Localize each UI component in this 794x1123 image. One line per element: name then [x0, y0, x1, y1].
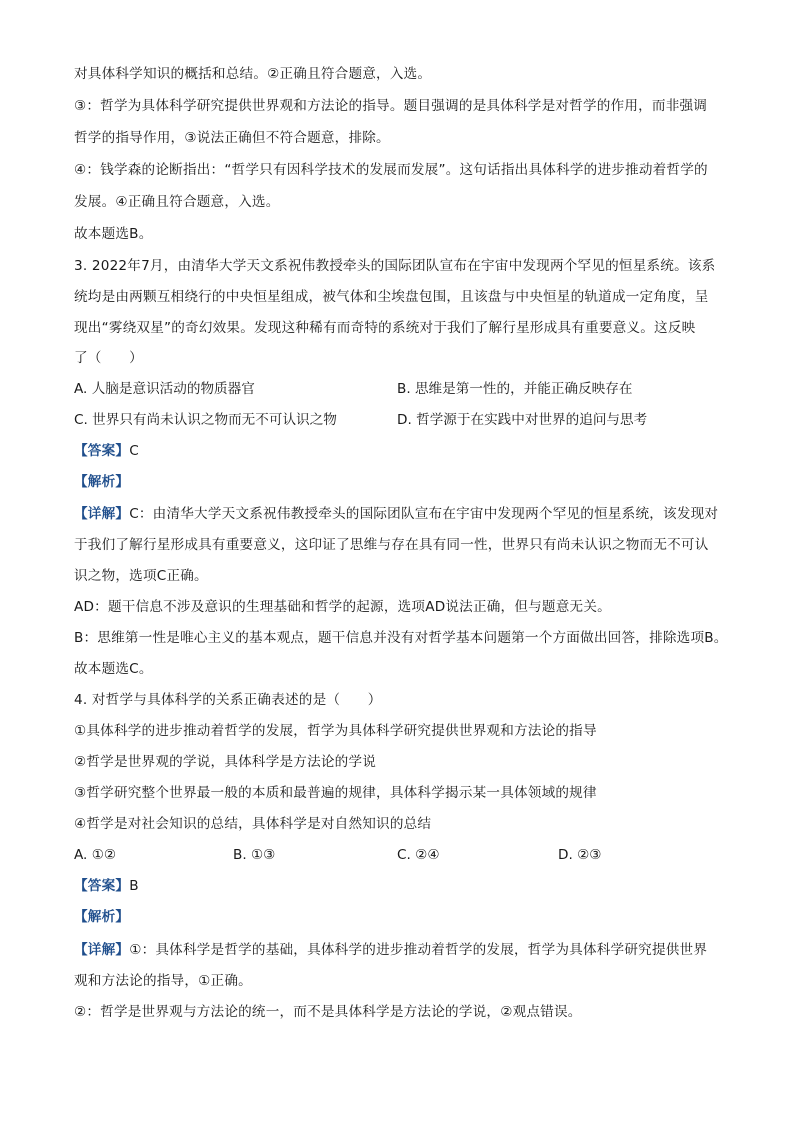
- text-line: ③：哲学为具体科学研究提供世界观和方法论的指导。题目强调的是具体科学是对哲学的作用，而非强调: [74, 98, 708, 114]
- text-line: 故本题选C。: [74, 661, 153, 677]
- text-line: 故本题选B。: [74, 226, 153, 242]
- text-line: 对具体科学知识的概括和总结。②正确且符合题意，入选。: [74, 66, 432, 82]
- question-3-stem: 3. 2022年7月，由清华大学天文系祝伟教授牵头的国际团队宣布在宇宙中发现两个罕见的恒星系统。该系: [74, 258, 716, 274]
- text-line: 于我们了解行星形成具有重要意义，这印证了思维与存在具有同一性，世界只有尚未认识之物而无不可认: [74, 537, 709, 553]
- detail-text: C：由清华大学天文系祝伟教授牵头的国际团队宣布在宇宙中发现两个罕见的恒星系统，该发现对: [129, 506, 719, 522]
- analysis-tag: 【解析】: [74, 474, 130, 490]
- text-line: 发展。④正确且符合题意，入选。: [74, 194, 280, 210]
- q4-statement-2: ②哲学是世界观的学说，具体科学是方法论的学说: [74, 754, 377, 770]
- answer-value: B: [129, 878, 139, 894]
- q4-answer: [74, 876, 734, 896]
- text-line: AD：题干信息不涉及意识的生理基础和哲学的起源，选项AD说法正确，但与题意无关。: [74, 599, 611, 615]
- q4-option-d: D. ②③: [558, 847, 602, 863]
- answer-tag: 【答案】: [74, 443, 130, 459]
- q4-option-a: A. ①②: [74, 847, 117, 863]
- answer-tag: 【答案】: [74, 878, 130, 894]
- q3-analysis: [74, 472, 734, 492]
- text-line: ②：哲学是世界观与方法论的统一，而不是具体科学是方法论的学说，②观点错误。: [74, 1004, 582, 1020]
- text-line: ④：钱学森的论断指出：“哲学只有因科学技术的发展而发展”。这句话指出具体科学的进步推动着哲学的: [74, 162, 708, 178]
- q3-detail: [74, 504, 734, 524]
- text-line: 识之物，选项C正确。: [74, 568, 208, 584]
- q3-option-a: A. 人脑是意识活动的物质器官: [74, 381, 255, 397]
- question-3-stem: 现出“雾绕双星”的奇幻效果。发现这种稀有而奇特的系统对于我们了解行星形成具有重要意义。这反映: [74, 320, 696, 336]
- q4-statement-1: ①具体科学的进步推动着哲学的发展，哲学为具体科学研究提供世界观和方法论的指导: [74, 723, 597, 739]
- detail-tag: 【详解】: [74, 942, 130, 958]
- q4-detail: [74, 940, 734, 960]
- q3-option-c: C. 世界只有尚未认识之物而无不可认识之物: [74, 412, 337, 428]
- q4-statement-4: ④哲学是对社会知识的总结，具体科学是对自然知识的总结: [74, 816, 432, 832]
- question-3-stem: 统均是由两颗互相绕行的中央恒星组成，被气体和尘埃盘包围，且该盘与中央恒星的轨道成一定角度，呈: [74, 289, 709, 305]
- q4-option-c: C. ②④: [397, 847, 440, 863]
- q4-statement-3: ③哲学研究整个世界最一般的本质和最普遍的规律，具体科学揭示某一具体领域的规律: [74, 785, 597, 801]
- text-line: 哲学的指导作用，③说法正确但不符合题意，排除。: [74, 130, 390, 146]
- q3-answer: [74, 441, 734, 461]
- q4-option-b: B. ①③: [233, 847, 276, 863]
- detail-text: ①：具体科学是哲学的基础，具体科学的进步推动着哲学的发展，哲学为具体科学研究提供世界: [129, 942, 708, 958]
- detail-tag: 【详解】: [74, 506, 130, 522]
- question-3-stem: 了（ ）: [74, 350, 143, 366]
- text-line: 观和方法论的指导，①正确。: [74, 973, 252, 989]
- analysis-tag: 【解析】: [74, 909, 130, 925]
- q3-option-b: B. 思维是第一性的，并能正确反映存在: [397, 381, 633, 397]
- answer-value: C: [129, 443, 139, 459]
- q4-analysis: [74, 907, 734, 927]
- text-line: B：思维第一性是唯心主义的基本观点，题干信息并没有对哲学基本问题第一个方面做出回答，排除选项B。: [74, 630, 728, 646]
- question-4-stem: 4. 对哲学与具体科学的关系正确表述的是（ ）: [74, 692, 382, 708]
- q3-option-d: D. 哲学源于在实践中对世界的追问与思考: [397, 412, 648, 428]
